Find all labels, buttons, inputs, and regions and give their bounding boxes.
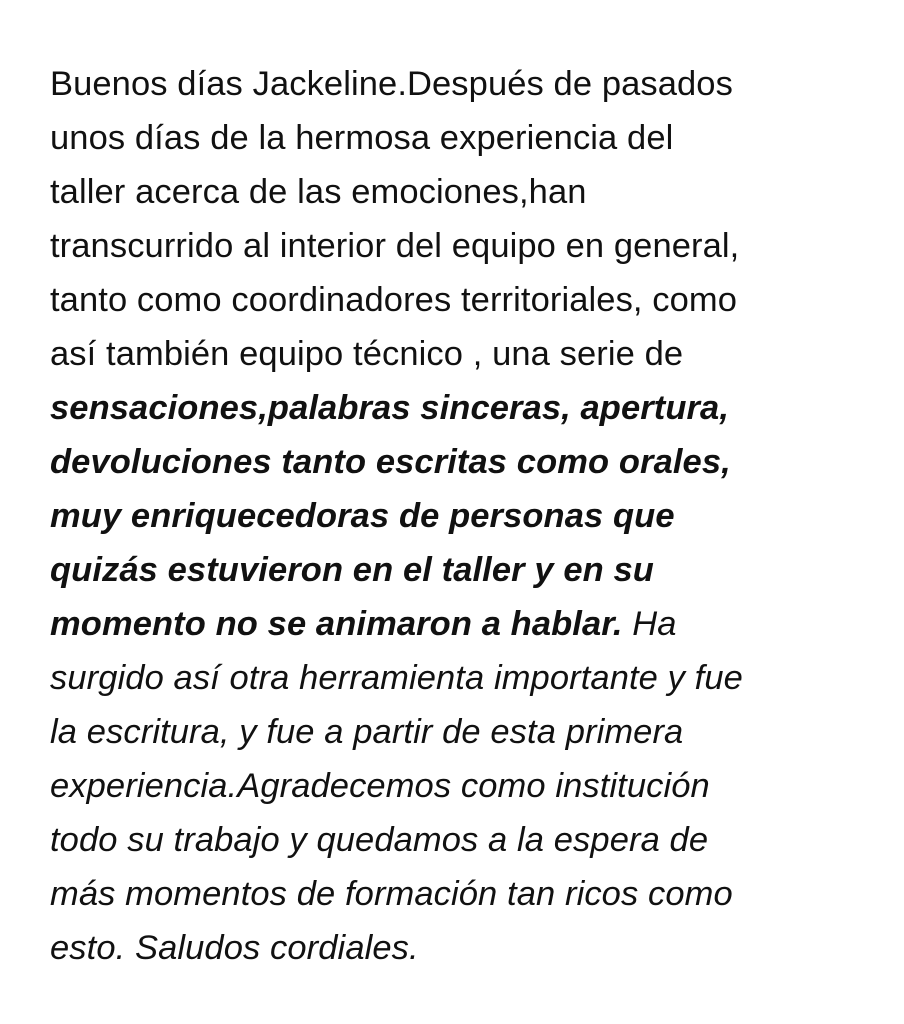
message-italic-text: más momentos de formación tan ricos como: [50, 875, 733, 913]
message-emphasis-text: sensaciones,palabras sinceras, apertura,: [50, 389, 730, 427]
message-emphasis-text: muy enriquecedoras de personas que: [50, 497, 675, 535]
message-italic-text: la escritura, y fue a partir de esta primera: [50, 713, 684, 751]
message-line: [50, 705, 880, 759]
message-line: [50, 813, 880, 867]
message-emphasis-text: momento no se animaron a hablar.: [50, 605, 623, 643]
message-text: taller acerca de las emociones,han: [50, 173, 587, 211]
message-line: [50, 57, 880, 111]
message-italic-text: experiencia.Agradecemos como institución: [50, 767, 710, 805]
message-line: [50, 921, 880, 975]
message-italic-text: surgido así otra herramienta importante y fue: [50, 659, 743, 697]
message-italic-text: todo su trabajo y quedamos a la espera de: [50, 821, 709, 859]
message-line: [50, 543, 880, 597]
message-line: [50, 435, 880, 489]
message-line: [50, 867, 880, 921]
message-text: unos días de la hermosa experiencia del: [50, 119, 674, 157]
message-line: [50, 273, 880, 327]
message-emphasis-text: devoluciones tanto escritas como orales,: [50, 443, 731, 481]
message-line: [50, 219, 880, 273]
message-line: [50, 381, 880, 435]
message-text: tanto como coordinadores territoriales, como: [50, 281, 738, 319]
message-text: Buenos días Jackeline.Después de pasados: [50, 65, 733, 103]
message-emphasis-text: quizás estuvieron en el taller y en su: [50, 551, 654, 589]
message-line: [50, 759, 880, 813]
message-line: [50, 651, 880, 705]
message-text: transcurrido al interior del equipo en general,: [50, 227, 740, 265]
message-line: [50, 489, 880, 543]
message-body: [50, 57, 880, 975]
message-line: [50, 111, 880, 165]
message-line: [50, 327, 880, 381]
message-text: así también equipo técnico , una serie de: [50, 335, 684, 373]
message-italic-text: Ha: [622, 605, 677, 643]
message-line: [50, 165, 880, 219]
message-line: [50, 597, 880, 651]
message-italic-text: esto. Saludos cordiales.: [50, 929, 419, 967]
